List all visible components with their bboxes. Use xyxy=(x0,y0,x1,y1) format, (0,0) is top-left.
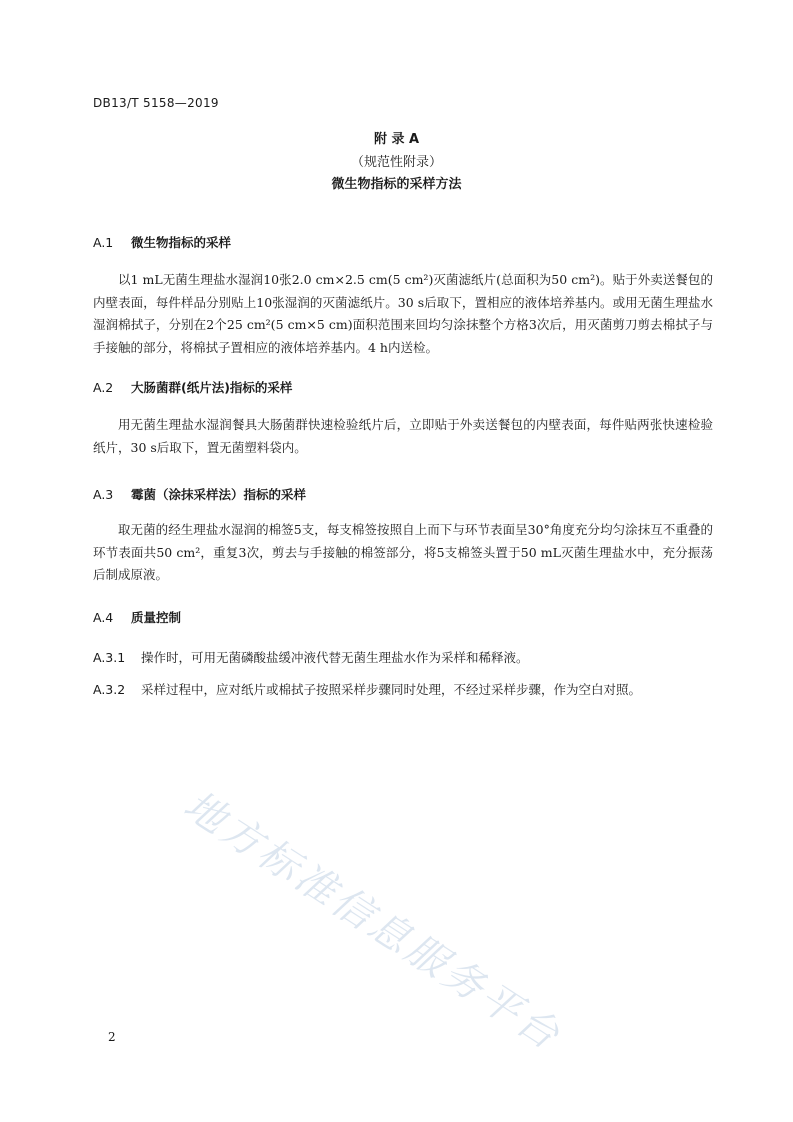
item-number: A.3.1 xyxy=(93,650,126,665)
list-item-a32 xyxy=(93,679,713,701)
appendix-nature: （规范性附录） xyxy=(350,155,442,170)
section-title: 质量控制 xyxy=(131,610,182,625)
item-text: 操作时，可用无菌磷酸盐缓冲液代替无菌生理盐水作为采样和稀释液。 xyxy=(141,650,529,665)
page-number: 2 xyxy=(108,1030,116,1044)
section-title: 大肠菌群(纸片法)指标的采样 xyxy=(131,380,293,395)
appendix-title: 微生物指标的采样方法 xyxy=(331,177,462,192)
section-a2-heading xyxy=(93,378,292,396)
document-code: DB13/T 5158—2019 xyxy=(93,96,219,110)
section-a2-paragraph: 用无菌生理盐水湿润餐具大肠菌群快速检验纸片后，立即贴于外卖送餐包的内壁表面，每件贴两张快速检验纸片，30 s后取下，置无菌塑料袋内。 xyxy=(93,417,713,455)
section-a4-heading xyxy=(93,608,181,626)
section-a1-heading xyxy=(93,233,231,251)
list-item-a31 xyxy=(93,647,713,669)
section-number: A.2 xyxy=(93,380,114,395)
section-number: A.1 xyxy=(93,235,114,250)
section-title: 霉菌（涂抹采样法）指标的采样 xyxy=(131,487,307,502)
item-number: A.3.2 xyxy=(93,682,126,697)
item-text: 采样过程中，应对纸片或棉拭子按照采样步骤同时处理，不经过采样步骤，作为空白对照。 xyxy=(141,682,642,697)
section-a1-paragraph: 以1 mL无菌生理盐水湿润10张2.0 cm×2.5 cm(5 cm²)灭菌滤纸片(总面积为50 cm²)。贴于外卖送餐包的内壁表面，每件样品分别贴上10张湿润的灭菌滤纸片。30 s后取下，置相应的液体培养基内。或用无菌生理盐水湿润棉拭子，分别在2个25 cm²(5 cm×5 cm)面积范围来回均匀涂抹整个方格3次后，用灭菌剪刀剪去棉拭子与手接触的部分，将棉拭子置相应的液体培养基内。4 h内送检。 xyxy=(93,272,713,355)
section-number: A.3 xyxy=(93,487,114,502)
section-a3-paragraph: 取无菌的经生理盐水湿润的棉签5支，每支棉签按照自上而下与环节表面呈30°角度充分均匀涂抹互不重叠的环节表面共50 cm²，重复3次，剪去与手接触的棉签部分，将5支棉签头置于50 mL灭菌生理盐水中，充分振荡后制成原液。 xyxy=(93,522,713,582)
section-title: 微生物指标的采样 xyxy=(131,235,232,250)
watermark: 地方标准信息服务平台 xyxy=(175,782,570,1061)
section-number: A.4 xyxy=(93,610,114,625)
appendix-label: 附 录 A xyxy=(373,132,420,147)
section-a3-heading xyxy=(93,485,306,503)
